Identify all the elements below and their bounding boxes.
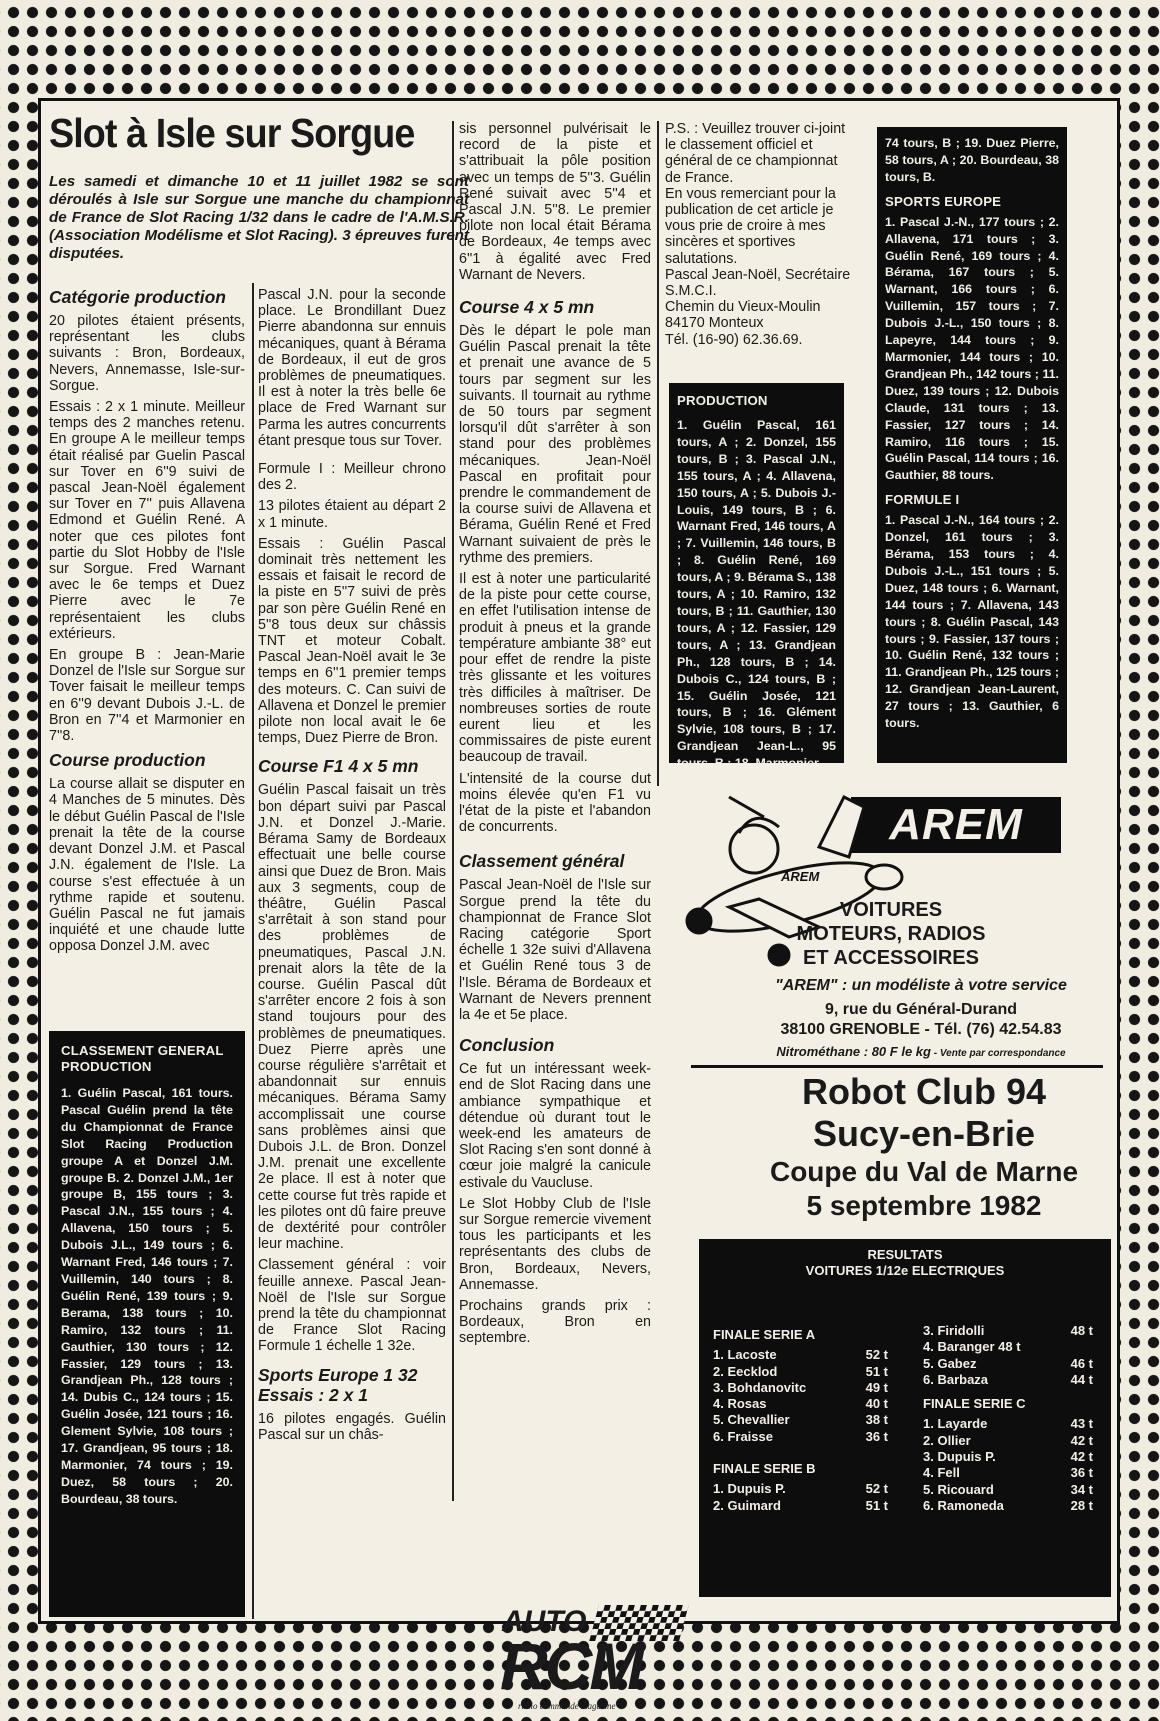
result-laps: 36 t [865, 1428, 888, 1444]
result-row [923, 1339, 1093, 1355]
result-row [923, 1449, 1093, 1465]
result-name: 4. Baranger 48 t [923, 1339, 1021, 1355]
box-text: 74 tours, B ; 19. Duez Pierre, 58 tours, A ; 20. Bourdeau, 38 tours, B. [885, 136, 1059, 184]
result-row [713, 1347, 888, 1363]
signature-address: Chemin du Vieux-Moulin [665, 299, 821, 316]
logo-rcm: RCM [500, 1629, 642, 1703]
result-name: 2. Eecklod [713, 1363, 778, 1379]
result-row [713, 1429, 888, 1445]
column-divider [252, 283, 254, 1619]
result-name: 6. Ramoneda [923, 1497, 1004, 1513]
box-text: 1. Pascal J.-N., 177 tours ; 2. Allavena, 171 tours ; 3. Guélin René, 169 tours ; 4. Bérama, 167 tours ; 5. Warnant, 166 tours ; 6. Vuillemin, 157 tours ; 7. Dubois J.-L., 150 tours ; 8. Lapeyre, 144 tours ; 9. Marmonier, 144 tours ; 10. Grandjean Ph., 142 tours ; 11. Duez, 139 tours ; 12. Dubois Claude, 131 tours ; 13. Fassier, 127 tours ; 14. Ramiro, 116 tours ; 15. Guélin Pascal, 114 tours ; 16. Gauthier, 88 tours. [885, 214, 1059, 483]
ad-line-voitures: VOITURES [839, 899, 943, 921]
result-name: 1. Layarde [923, 1416, 988, 1432]
section-heading: Course 4 x 5 mn [459, 297, 595, 318]
paragraph: Classement général : voir feuille annexe. Pascal Jean-Noël de l'Isle sur Sorgue prend la tête du championnat de France Slot Racing Formule 1 échelle 1 32e. [258, 1257, 446, 1355]
result-laps: 40 t [865, 1396, 888, 1412]
result-laps: 52 t [865, 1481, 888, 1497]
result-name: 5. Gabez [923, 1355, 977, 1371]
results-title: RESULTATS [867, 1247, 943, 1262]
result-name: 5. Ricouard [923, 1481, 994, 1497]
resultats-box [699, 1239, 1111, 1597]
sports-europe-formule-box [877, 127, 1067, 763]
paragraph: Prochains grands prix : Bordeaux, Bron en septembre. [459, 1298, 651, 1347]
ad-address: 9, rue du Général-Durand [824, 1001, 1018, 1018]
result-laps: 46 t [1070, 1355, 1093, 1371]
robot-club-title: Robot Club 94 [802, 1071, 1046, 1112]
paragraph: P.S. : Veuillez trouver ci-joint le classement officiel et général de ce championnat de France. [665, 121, 846, 186]
result-row [923, 1498, 1093, 1514]
ad-line-moteurs: MOTEURS, RADIOS [796, 923, 986, 945]
ad-price: Nitrométhane : 80 F le kg [776, 1044, 931, 1059]
result-row [923, 1433, 1093, 1449]
ad-line-accessoires: ET ACCESSOIRES [803, 947, 979, 969]
classement-general-box [49, 1031, 245, 1617]
arem-logo: AREM [851, 797, 1061, 853]
result-laps: 34 t [1070, 1481, 1093, 1497]
result-row [713, 1396, 888, 1412]
result-row [923, 1323, 1093, 1339]
logo-tagline: radio commande magazine [518, 1701, 616, 1711]
paragraph: En vous remerciant pour la publication de cet article je vous prie de croire à mes sincères et sportives salutations. [665, 185, 836, 267]
ad-price-line [721, 1044, 1121, 1059]
result-laps: 36 t [1070, 1465, 1093, 1481]
paragraph: Essais : Guélin Pascal dominait très nettement les essais et faisait le record de la piste en 5''7 suivi de près par son père Guélin René en 5''8 tous deux sur châssis TNT et moteur Cobalt. Pascal Jean-Noël avait le 3e temps en 6''1 premier temps des moteurs. C. Can suivi de Allavena et Donzel le premier pilote non local avait le 6e temps, Duez Pierre de Bron. [258, 535, 446, 747]
robot-club-date: 5 septembre 1982 [806, 1190, 1042, 1221]
ad-mail-order: - Vente par correspondance [930, 1048, 1066, 1059]
section-heading: Catégorie production [49, 287, 226, 307]
paragraph: Guélin Pascal faisait un très bon départ suivi par Pascal J.N. et Donzel J.-Marie. Bérama Samy de Bordeaux effectuait une belle course ainsi que Duez de Bron. Mais aux 3 segments, coup de théâtre, Guélin Pascal s'arrêtait à son stand pour des problèmes de pneumatiques, Pascal J.N. prenait alors la tête de la course. Guélin Pascal dût s'arrêter encore 2 fois à son stand toujours pour des problèmes de pneumatiques. Duez Pierre après une course régulière s'arrêtait et abandonnait sur ennuis mécaniques. Bérama Samy accomplissait une course sans problèmes ainsi que Dubois J.L. de Bron. Donzel J.M. prenait une excellente 2e place. Il est à noter que cette course fut très rapide et les pilotes ont dû faire preuve de dextérité pour contrôler leur machine. [258, 782, 446, 1253]
results-subtitle: VOITURES 1/12e ELECTRIQUES [805, 1263, 1005, 1278]
result-row [713, 1380, 888, 1396]
section-heading: Sports Europe 1 32 Essais : 2 x 1 [258, 1364, 418, 1405]
result-row [713, 1364, 888, 1380]
ad-city-phone: 38100 GRENOBLE - Tél. (76) 42.54.83 [780, 1021, 1062, 1038]
result-laps: 49 t [865, 1379, 888, 1395]
paragraph: 20 pilotes étaient présents, représentant les clubs suivants : Bron, Bordeaux, Nevers, Annemasse, Isle-sur-Sorgue. [49, 313, 245, 394]
result-name: 2. Ollier [923, 1432, 971, 1448]
auto-rcm-logo [496, 1601, 686, 1721]
paragraph: Dès le départ le pole man Guélin Pascal prenait la tête et prenait une avance de 5 tours par segment sur les suivants. Il tournait au rythme de 50 tours par segment lorsqu'il dût s'arrêter à son stand pour des problèmes mécaniques. Jean-Noël Pascal en profitait pour prendre le commandement de la course suivi de Allavena et Bérama, Guélin René et Fred Warnant suivaient de près le rythme des premiers. [459, 323, 651, 566]
article-lead: Les samedi et dimanche 10 et 11 juillet 1982 se sont déroulés à Isle sur Sorgue une manche du championnat de France de Slot Racing 1/32 dans le cadre de l'A.M.S.R. (Association Modélisme et Slot Racing). 3 épreuves furent disputées. [49, 173, 469, 262]
column-divider [657, 121, 659, 786]
paragraph: Formule I : Meilleur chrono des 2. [258, 461, 446, 494]
paragraph: Essais : 2 x 1 minute. Meilleur temps des 2 manches retenu. En groupe A le meilleur temps était réalisé par Guelin Pascal sur Tover en 6''9 suivi de pascal Jean-Noël également sur Tover en 7'' puis Allavena Edmond et Guélin René. A noter que ces pilotes font partie du Slot Hobby de l'Isle sur Sorgue. Fred Warnant avec le 6e temps et Duez Pierre avec le 7e représentaient les clubs extérieurs. [49, 399, 245, 642]
ad-slogan: "AREM" : un modéliste à votre service [775, 977, 1067, 994]
result-laps: 51 t [865, 1497, 888, 1513]
result-laps: 28 t [1070, 1497, 1093, 1513]
paragraph: En groupe B : Jean-Marie Donzel de l'Isle sur Sorgue sur Tover faisait le meilleur temps en 6''9 devant Dubois J.-L. de Bron en 7''4 et Marmonier en 7''8. [49, 647, 245, 745]
box-text: 1. Guélin Pascal, 161 tours. Pascal Guélin prend la tête du Championnat de France Slot Racing Production groupe A et Donzel J.M. groupe B. 2. Donzel J.M., 1er groupe B, 155 tours ; 3. Pascal J.N., 155 tours ; 4. Allavena, 150 tours ; 5. Dubois J.L., 149 tours ; 6. Warnant Fred, 146 tours ; 7. Vuillemin, 140 tours ; 8. Guélin René, 139 tours ; 9. Berama, 138 tours ; 10. Ramiro, 132 tours ; 11. Gauthier, 130 tours ; 12. Fassier, 129 tours ; 13. Grandjean Ph., 128 tours ; 14. Dubis C., 124 tours ; 15. Guélin Josée, 121 tours ; 16. Glement Sylvie, 108 tours ; 17. Grandjean, 95 tours ; 18. Marmonier, 74 tours ; 19. Duez, 58 tours ; 20. Bourdeau, 38 tours. [61, 1086, 233, 1506]
ad-bottom-rule [691, 1065, 1103, 1068]
plane-label: AREM [781, 869, 820, 884]
result-laps: 43 t [1070, 1416, 1093, 1432]
robot-club-cup: Coupe du Val de Marne [769, 1156, 1079, 1187]
paragraph: Il est à noter une particularité de la piste pour cette course, en effet l'utilisation intense de produit à pneus et la grande température ambiante 38° eut pour effet de rendre la piste très glissante et les voitures très difficiles à maîtriser. De nombreuses sorties de route eurent lieu et les commissaires de piste eurent beaucoup de travail. [459, 571, 651, 766]
finale-b-rows [713, 1481, 888, 1514]
result-row [923, 1482, 1093, 1498]
column-1 [49, 287, 245, 960]
paragraph: sis personnel pulvérisait le record de la piste et s'attribuait la pôle position avec un temps de 5''3. Guélin René suivait avec 5''4 et Pascal J.N. 5''8. Le premier pilote non local était Bérama de Bordeaux, 4e temps avec 6''1 à égalité avec Fred Warnant de Nevers. [459, 121, 651, 283]
result-laps: 42 t [1070, 1449, 1093, 1465]
section-heading: Conclusion [459, 1035, 555, 1056]
paragraph: La course allait se disputer en 4 Manches de 5 minutes. Dès le début Guélin Pascal de l'Isle prenait la tête de la course devant Donzel J.M. et Pascal J.N. également de l'Isle. La course s'est effectuée à un rythme rapide et soutenu. Guélin Pascal ne fut jamais inquiété et une chaude lutte opposa Donzel J.M. avec [49, 776, 245, 955]
finale-b-heading: FINALE SERIE B [713, 1461, 816, 1477]
box-title: CLASSEMENT GENERAL PRODUCTION [61, 1043, 224, 1074]
result-row [713, 1412, 888, 1428]
result-row [923, 1356, 1093, 1372]
finale-c-heading: FINALE SERIE C [923, 1396, 1026, 1412]
robot-club-city: Sucy-en-Brie [812, 1113, 1036, 1154]
box-title: PRODUCTION [677, 393, 768, 408]
column-2 [258, 287, 446, 1448]
box-title: FORMULE I [885, 492, 960, 508]
paragraph: Pascal Jean-Noël de l'Isle sur Sorgue prend la tête du championnat de France Slot Racing catégorie Sport échelle 1 32e suivi d'Allavena et Guélin René tous 3 de l'Isle. Bérama de Bordeaux et Warnant de Nevers prennent la 4e et 5e place. [459, 877, 651, 1023]
paragraph: L'intensité de la course dut moins élevée qu'en F1 vu l'état de la piste et l'abandon de concurrents. [459, 770, 651, 836]
logo-auto: AUTO [502, 1605, 587, 1638]
article-title: Slot à Isle sur Sorgue [49, 110, 415, 156]
paragraph: Ce fut un intéressant week-end de Slot Racing dans une ambiance sympathique et détendue où durant tout le week-end les amateurs de Slot Racing s'en sont donné à cœur joie malgré la canicule estivale du Vaucluse. [459, 1061, 651, 1191]
section-heading: Course F1 4 x 5 mn [258, 756, 419, 777]
paragraph: 13 pilotes étaient au départ 2 x 1 minute. [258, 498, 446, 531]
signature-city: 84170 Monteux [665, 315, 764, 332]
column-3 [459, 121, 651, 1352]
result-laps: 48 t [1070, 1323, 1093, 1338]
finale-b-rows-cont [923, 1323, 1093, 1388]
production-results-box [669, 383, 844, 771]
result-laps: 52 t [865, 1347, 888, 1363]
result-name: 6. Fraisse [713, 1428, 773, 1444]
result-name: 3. Dupuis P. [923, 1449, 996, 1465]
signature-phone: Tél. (16-90) 62.36.69. [665, 331, 803, 348]
results-right-column [923, 1323, 1093, 1514]
finale-a-heading: FINALE SERIE A [713, 1327, 816, 1342]
result-name: 4. Rosas [713, 1396, 767, 1412]
column-4 [665, 121, 855, 348]
result-name: 4. Fell [923, 1465, 960, 1481]
result-name: 5. Chevallier [713, 1412, 790, 1428]
result-name: 1. Lacoste [713, 1347, 777, 1363]
box-title: SPORTS EUROPE [885, 193, 1002, 209]
paragraph: Pascal J.N. pour la seconde place. Le Brondillant Duez Pierre abandonna sur ennuis mécaniques, quant à Bérama de Bordeaux, il eut de gros problèmes de pneumatiques. Il est à noter la très belle 6e place de Fred Warnant sur Parma les autres concurrents étant presque tous sur Tover. [258, 287, 446, 449]
finale-c-rows [923, 1416, 1093, 1514]
result-name: 3. Firidolli [923, 1323, 985, 1338]
section-heading: Course production [49, 750, 206, 771]
column-divider [452, 121, 454, 1501]
paragraph: 16 pilotes engagés. Guélin Pascal sur un châs- [258, 1410, 446, 1443]
result-laps: 51 t [865, 1363, 888, 1379]
result-row [713, 1481, 888, 1497]
result-laps: 42 t [1070, 1432, 1093, 1448]
result-row [923, 1416, 1093, 1432]
result-name: 2. Guimard [713, 1497, 781, 1513]
section-heading: Classement général [459, 851, 625, 872]
result-name: 6. Barbaza [923, 1371, 989, 1387]
box-text: 1. Pascal J.-N., 164 tours ; 2. Donzel, 161 tours ; 3. Bérama, 153 tours ; 4. Dubois J.-L., 151 tours ; 5. Duez, 148 tours ; 6. Warnant, 144 tours ; 7. Allavena, 143 tours ; 8. Guélin Pascal, 143 tours ; 9. Fassier, 137 tours ; 10. Guélin René, 132 tours ; 11. Grandjean Ph., 125 tours ; 12. Grandjean Jean-Laurent, 27 tours ; 13. Gauthier, 6 tours. [885, 513, 1059, 731]
paragraph: Le Slot Hobby Club de l'Isle sur Sorgue remercie vivement tous les participants et les représentants des clubs de Bron, Bordeaux, Nevers, Annemasse. [459, 1195, 651, 1293]
box-text: 1. Guélin Pascal, 161 tours, A ; 2. Donzel, 155 tours, B ; 3. Pascal J.N., 155 tours, A ; 4. Allavena, 150 tours, A ; 5. Dubois J.-Louis, 149 tours, B ; 6. Warnant Fred, 146 tours, A ; 7. Vuillemin, 146 tours, B ; 8. Guélin René, 169 tours, A ; 9. Bérama S., 138 tours, A ; 10. Ramiro, 132 tours, B ; 11. Gauthier, 130 tours, A ; 12. Fassier, 129 tours, A ; 13. Grandjean Ph., 128 tours, B ; 14. Dubois C., 124 tours, B ; 15. Guélin Josée, 121 tours, B ; 16. Glément Sylvie, 108 tours, B ; 17. Grandjean Jean-L., 95 tours, B ; 18. Marmonier, [677, 418, 836, 771]
article-page [38, 98, 1120, 1711]
result-laps: 44 t [1070, 1371, 1093, 1387]
result-laps: 38 t [865, 1412, 888, 1428]
signature-name: Pascal Jean-Noël, Secrétaire S.M.C.I. [665, 266, 851, 300]
finale-a-rows [713, 1347, 888, 1445]
result-row [713, 1498, 888, 1514]
result-name: 1. Dupuis P. [713, 1481, 786, 1497]
result-name: 3. Bohdanovitc [713, 1379, 807, 1395]
results-left-column [713, 1319, 888, 1514]
result-row [923, 1372, 1093, 1388]
result-row [923, 1465, 1093, 1481]
